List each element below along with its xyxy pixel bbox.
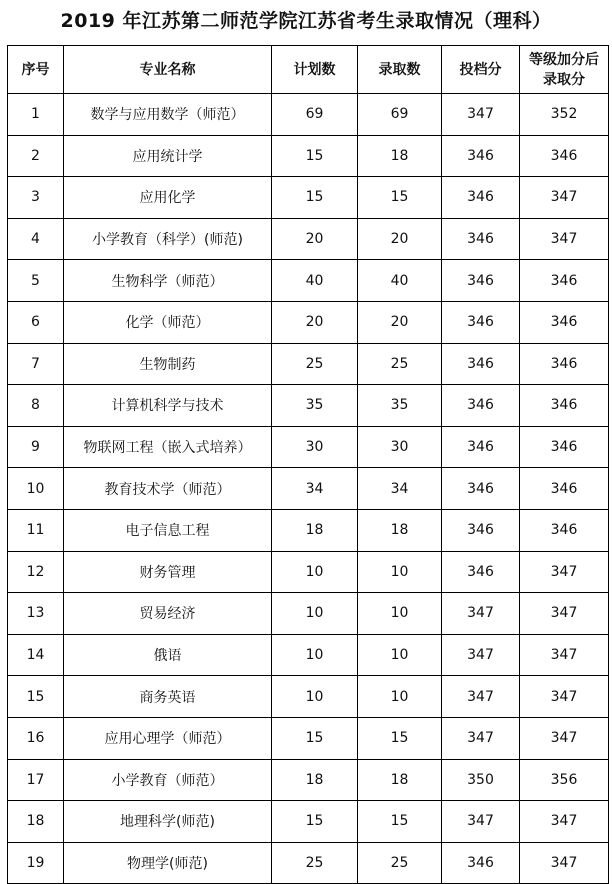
table-row [8,468,609,510]
cell-major: 数学与应用数学（师范） [64,94,272,136]
cell-admitted: 18 [358,509,442,551]
cell-file-score: 347 [442,94,520,136]
cell-file-score: 346 [442,426,520,468]
cell-plan: 15 [272,177,358,219]
header-grade-score [520,46,609,94]
cell-admitted: 15 [358,801,442,843]
cell-no: 5 [8,260,64,302]
cell-no: 15 [8,676,64,718]
cell-major: 俄语 [64,634,272,676]
cell-file-score: 347 [442,717,520,759]
cell-file-score: 350 [442,759,520,801]
cell-major: 小学教育（师范） [64,759,272,801]
cell-file-score: 346 [442,551,520,593]
cell-major: 生物科学（师范） [64,260,272,302]
cell-file-score: 346 [442,260,520,302]
cell-grade-score: 347 [520,676,609,718]
cell-major: 物理学(师范) [64,842,272,884]
table-row [8,135,609,177]
table-body [8,94,609,884]
cell-major: 应用统计学 [64,135,272,177]
cell-major: 电子信息工程 [64,509,272,551]
cell-no: 10 [8,468,64,510]
cell-file-score: 346 [442,385,520,427]
cell-file-score: 346 [442,343,520,385]
cell-no: 16 [8,717,64,759]
table-row [8,801,609,843]
header-grade-score-line2: 录取分 [543,71,585,88]
cell-grade-score: 346 [520,468,609,510]
cell-plan: 15 [272,717,358,759]
cell-admitted: 10 [358,676,442,718]
cell-admitted: 20 [358,218,442,260]
cell-admitted: 10 [358,551,442,593]
cell-plan: 30 [272,426,358,468]
cell-no: 13 [8,593,64,635]
cell-plan: 34 [272,468,358,510]
cell-admitted: 10 [358,593,442,635]
cell-no: 18 [8,801,64,843]
cell-file-score: 346 [442,301,520,343]
cell-grade-score: 346 [520,260,609,302]
cell-plan: 10 [272,551,358,593]
header-admitted: 录取数 [358,46,442,94]
cell-grade-score: 347 [520,717,609,759]
cell-major: 化学（师范） [64,301,272,343]
cell-plan: 35 [272,385,358,427]
cell-grade-score: 347 [520,593,609,635]
cell-no: 4 [8,218,64,260]
table-row [8,593,609,635]
cell-major: 贸易经济 [64,593,272,635]
cell-major: 小学教育（科学）(师范) [64,218,272,260]
header-major: 专业名称 [64,46,272,94]
table-row [8,717,609,759]
cell-admitted: 15 [358,177,442,219]
cell-grade-score: 346 [520,135,609,177]
cell-no: 19 [8,842,64,884]
cell-grade-score: 346 [520,343,609,385]
cell-admitted: 18 [358,135,442,177]
cell-admitted: 10 [358,634,442,676]
table-row [8,260,609,302]
cell-no: 2 [8,135,64,177]
cell-admitted: 30 [358,426,442,468]
cell-plan: 25 [272,842,358,884]
cell-admitted: 20 [358,301,442,343]
cell-grade-score: 356 [520,759,609,801]
table-row [8,551,609,593]
cell-plan: 40 [272,260,358,302]
cell-grade-score: 347 [520,842,609,884]
cell-no: 11 [8,509,64,551]
admissions-table [7,45,609,884]
cell-major: 应用心理学（师范） [64,717,272,759]
cell-plan: 15 [272,135,358,177]
cell-admitted: 18 [358,759,442,801]
cell-file-score: 347 [442,634,520,676]
cell-file-score: 346 [442,842,520,884]
cell-admitted: 35 [358,385,442,427]
cell-major: 财务管理 [64,551,272,593]
cell-grade-score: 346 [520,509,609,551]
cell-no: 1 [8,94,64,136]
header-grade-score-line1: 等级加分后 [529,51,599,68]
cell-grade-score: 352 [520,94,609,136]
table-row [8,385,609,427]
cell-no: 17 [8,759,64,801]
cell-major: 教育技术学（师范） [64,468,272,510]
cell-plan: 69 [272,94,358,136]
table-row [8,301,609,343]
header-file-score: 投档分 [442,46,520,94]
cell-no: 8 [8,385,64,427]
cell-file-score: 346 [442,218,520,260]
cell-file-score: 346 [442,177,520,219]
cell-grade-score: 346 [520,426,609,468]
cell-grade-score: 346 [520,301,609,343]
cell-file-score: 347 [442,593,520,635]
table-row [8,676,609,718]
cell-major: 物联网工程（嵌入式培养） [64,426,272,468]
cell-admitted: 34 [358,468,442,510]
cell-major: 应用化学 [64,177,272,219]
cell-file-score: 347 [442,676,520,718]
cell-major: 生物制药 [64,343,272,385]
cell-file-score: 346 [442,509,520,551]
table-row [8,842,609,884]
cell-admitted: 69 [358,94,442,136]
header-no: 序号 [8,46,64,94]
cell-grade-score: 347 [520,551,609,593]
cell-no: 14 [8,634,64,676]
header-plan: 计划数 [272,46,358,94]
table-row [8,509,609,551]
cell-plan: 10 [272,676,358,718]
cell-major: 地理科学(师范) [64,801,272,843]
cell-grade-score: 347 [520,634,609,676]
cell-admitted: 40 [358,260,442,302]
table-row [8,218,609,260]
cell-grade-score: 347 [520,177,609,219]
table-header-row [8,46,609,94]
cell-no: 9 [8,426,64,468]
cell-plan: 18 [272,509,358,551]
cell-admitted: 25 [358,343,442,385]
table-row [8,634,609,676]
cell-file-score: 346 [442,135,520,177]
cell-plan: 20 [272,301,358,343]
cell-major: 商务英语 [64,676,272,718]
cell-grade-score: 347 [520,218,609,260]
cell-no: 12 [8,551,64,593]
table-row [8,94,609,136]
cell-file-score: 346 [442,468,520,510]
table-row [8,177,609,219]
cell-grade-score: 347 [520,801,609,843]
cell-plan: 10 [272,593,358,635]
table-row [8,426,609,468]
cell-major: 计算机科学与技术 [64,385,272,427]
cell-admitted: 25 [358,842,442,884]
cell-plan: 10 [272,634,358,676]
cell-file-score: 347 [442,801,520,843]
cell-grade-score: 346 [520,385,609,427]
cell-no: 7 [8,343,64,385]
cell-plan: 20 [272,218,358,260]
cell-admitted: 15 [358,717,442,759]
table-row [8,343,609,385]
cell-plan: 18 [272,759,358,801]
cell-plan: 25 [272,343,358,385]
cell-plan: 15 [272,801,358,843]
table-row [8,759,609,801]
cell-no: 6 [8,301,64,343]
cell-no: 3 [8,177,64,219]
page-title: 2019 年江苏第二师范学院江苏省考生录取情况（理科） [60,10,552,32]
